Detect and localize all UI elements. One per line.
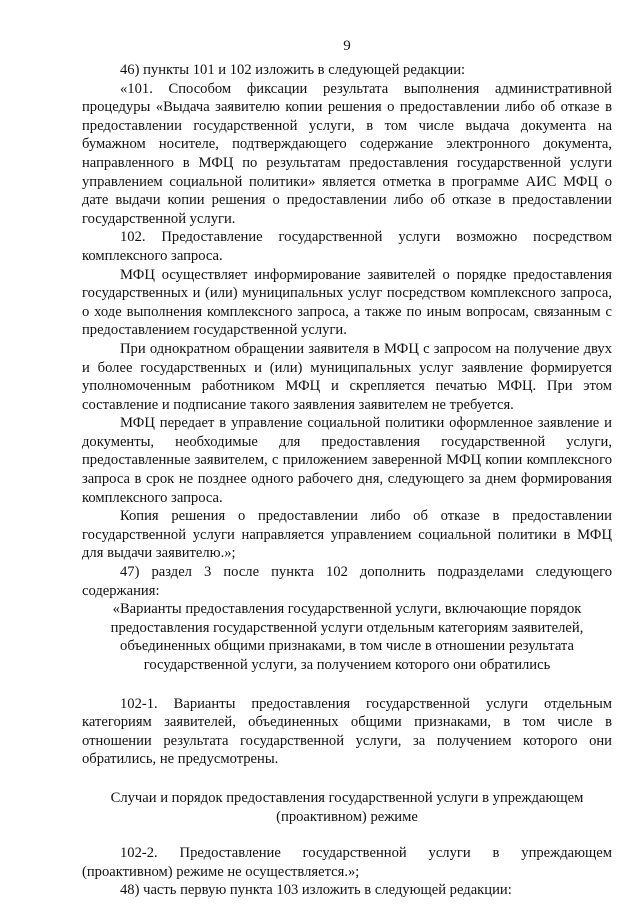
section-heading-variants: «Варианты предоставления государственной услуги, включающие порядок предоставления государственной услуги отдельным категориям заявителей, объединенных общими признаками, в том числе в отношении результата государственной услуги, за получением которого они обратились (110, 601, 584, 673)
paragraph-single-request: При однократном обращении заявителя в МФЦ с запросом на получение двух и более государственных и (или) муниципальных услуг заявление формируется уполномоченным работником МФЦ и скрепляется печатью МФЦ. При этом составление и подписание такого заявления заявителем не требуется. (82, 340, 612, 413)
paragraph-102-2: 102-2. Предоставление государственной услуги в упреждающем (проактивном) режиме не осуществляется.»; (82, 845, 612, 880)
document-body (82, 61, 612, 900)
paragraph-mfc-informing: МФЦ осуществляет информирование заявителей о порядке предоставления государственных и (или) муниципальных услуг посредством комплексного запроса, о ходе выполнения комплексного запроса, а также по иным вопросам, связанным с предоставлением государственной услуги. (82, 266, 612, 339)
spacer (82, 826, 612, 844)
paragraph-102: 102. Предоставление государственной услуги возможно посредством комплексного запроса. (82, 229, 612, 264)
paragraph-decision-copy: Копия решения о предоставлении либо об отказе в предоставлении государственной услуги направляется управлением социальной политики в МФЦ для выдачи заявителю.»; (82, 508, 612, 562)
page-number: 9 (343, 38, 351, 54)
spacer (82, 769, 612, 789)
section-heading-proactive: Случаи и порядок предоставления государственной услуги в упреждающем (проактивном) режиме (110, 789, 584, 825)
spacer (82, 675, 612, 695)
paragraph-mfc-transfer: МФЦ передает в управление социальной политики оформленное заявление и документы, необходимые для предоставления государственной услуги, предоставленные заявителем, с приложением заверенной МФЦ копии комплексного запроса в срок не позднее одного рабочего дня, следующего за днем формирования комплексного запроса. (82, 415, 612, 506)
paragraph-48: 48) часть первую пункта 103 изложить в следующей редакции: (120, 882, 512, 899)
paragraph-101: «101. Способом фиксации результата выполнения административной процедуры «Выдача заявителю копии решения о предоставлении либо об отказе в предоставлении государственной услуги, в том числе выдача документа на бумажном носителе, подтверждающего содержание электронного документа, направленного в МФЦ по результатам предоставления государственной услуги управлением социальной политики» является отметка в программе АИС МФЦ о дате выдачи копии решения о предоставлении либо об отказе в предоставлении государственной услуги. (82, 80, 612, 227)
paragraph-102-1: 102-1. Варианты предоставления государственной услуги отдельным категориям заявителей, объединенных общими признаками, в том числе в отношении результата государственной услуги, за получением которого они обратились, не предусмотрены. (82, 695, 612, 768)
paragraph-46: 46) пункты 101 и 102 изложить в следующей редакции: (120, 62, 466, 78)
paragraph-47: 47) раздел 3 после пункта 102 дополнить подразделами следующего содержания: (82, 564, 612, 599)
